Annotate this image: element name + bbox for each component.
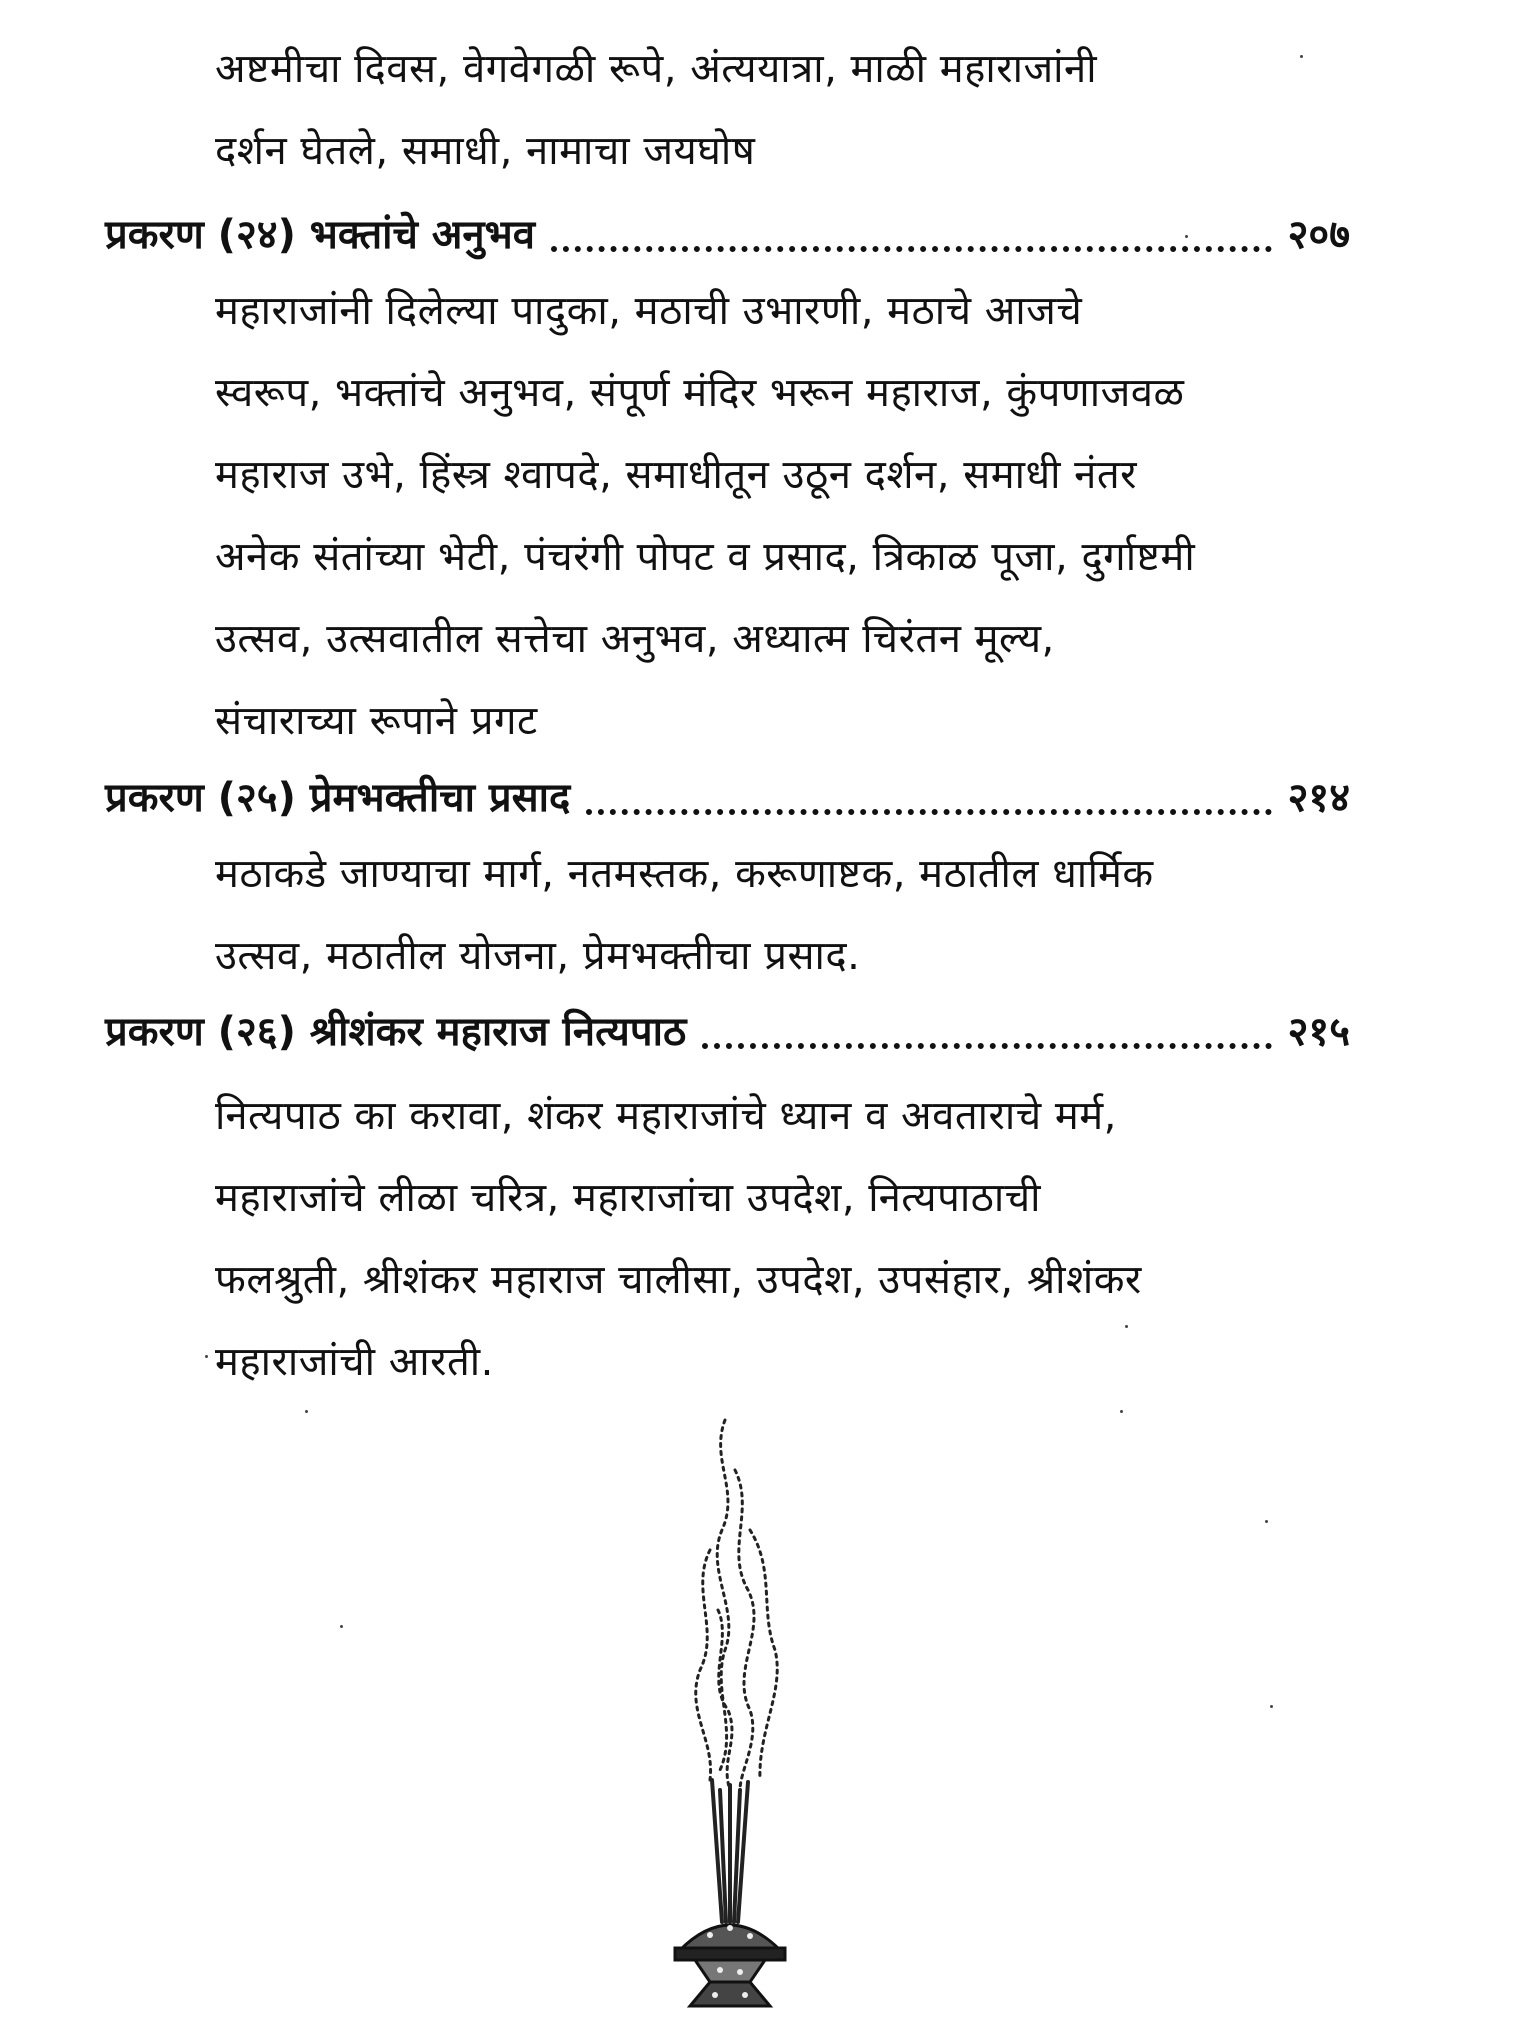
dot-leader [586, 809, 1271, 815]
dot-leader [702, 1043, 1271, 1049]
toc-description-26 [215, 1075, 1260, 1403]
text-line: महाराजांचे लीळा चरित्र, महाराजांचा उपदेश, नित्यपाठाची [215, 1175, 1042, 1221]
text-line: संचाराच्या रूपाने प्रगट [215, 698, 538, 744]
text-line: फलश्रुती, श्रीशंकर महाराज चालीसा, उपदेश, उपसंहार, श्रीशंकर [215, 1257, 1142, 1303]
scan-speck [1125, 1325, 1128, 1328]
toc-description-25 [215, 833, 1260, 997]
scan-speck [1185, 235, 1188, 238]
scan-speck [340, 1625, 343, 1628]
page-number: २१४ [1287, 775, 1350, 821]
text-line: महाराजांनी दिलेल्या पादुका, मठाची उभारणी, मठाचे आजचे [215, 288, 1083, 334]
toc-entry-24 [105, 205, 1350, 265]
scan-speck [205, 1355, 208, 1358]
text-line: मठाकडे जाण्याचा मार्ग, नतमस्तक, करूणाष्टक, मठातील धार्मिक [215, 851, 1154, 897]
intro-text [215, 28, 1260, 192]
text-line: उत्सव, मठातील योजना, प्रेमभक्तीचा प्रसाद. [215, 933, 861, 979]
text-line: दर्शन घेतले, समाधी, नामाचा जयघोष [215, 128, 756, 174]
toc-description-24 [215, 270, 1260, 762]
toc-heading: प्रकरण (२४) भक्तांचे अनुभव [105, 212, 535, 258]
text-line: स्वरूप, भक्तांचे अनुभव, संपूर्ण मंदिर भरून महाराज, कुंपणाजवळ [215, 370, 1185, 416]
text-line: अष्टमीचा दिवस, वेगवेगळी रूपे, अंत्ययात्रा, माळी महाराजांनी [215, 46, 1098, 92]
toc-entry-26 [105, 1002, 1350, 1062]
toc-heading: प्रकरण (२६) श्रीशंकर महाराज नित्यपाठ [105, 1009, 687, 1055]
scan-speck [1270, 1705, 1273, 1708]
scan-speck [1265, 1520, 1268, 1523]
text-line: महाराजांची आरती. [215, 1339, 494, 1385]
incense-holder-icon [640, 1410, 820, 2010]
text-line: अनेक संतांच्या भेटी, पंचरंगी पोपट व प्रसाद, त्रिकाळ पूजा, दुर्गाष्टमी [215, 534, 1196, 580]
scan-speck [1120, 1410, 1123, 1413]
scan-speck [1300, 55, 1303, 58]
text-line: उत्सव, उत्सवातील सत्तेचा अनुभव, अध्यात्म चिरंतन मूल्य, [215, 616, 1055, 662]
page-number: २०७ [1287, 212, 1350, 258]
toc-heading: प्रकरण (२५) प्रेमभक्तीचा प्रसाद [105, 775, 571, 821]
text-line: महाराज उभे, हिंस्त्र श्वापदे, समाधीतून उठून दर्शन, समाधी नंतर [215, 452, 1138, 498]
dot-leader [551, 246, 1272, 252]
page-number: २१५ [1287, 1009, 1350, 1055]
scan-speck [305, 1410, 308, 1413]
text-line: नित्यपाठ का करावा, शंकर महाराजांचे ध्यान व अवताराचे मर्म, [215, 1093, 1117, 1139]
toc-entry-25 [105, 768, 1350, 828]
